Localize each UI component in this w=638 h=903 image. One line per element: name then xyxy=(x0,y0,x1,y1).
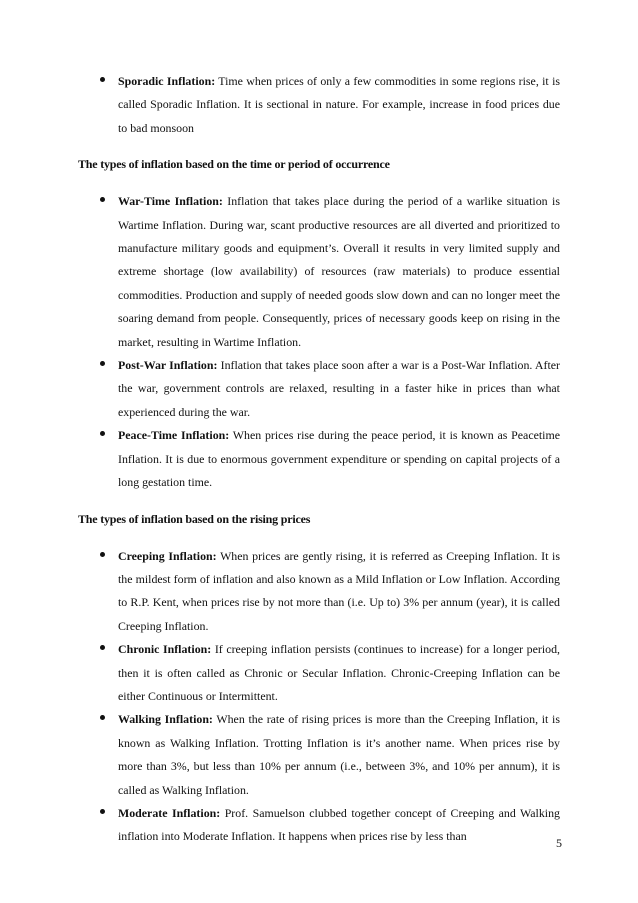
item-body: When prices rise during the peace period, it is known as Peacetime Inflation. It is due to enormous government expenditure or spending on capital projects of a long gestation time. xyxy=(118,428,561,490)
item-term: Sporadic Inflation: xyxy=(118,74,216,88)
item-body: Inflation that takes place soon after a war is a Post-War Inflation. After the war, government controls are relaxed, resulting in a faster hike in prices than what experienced during the war. xyxy=(118,358,560,419)
item-body: Inflation that takes place during the period of a warlike situation is Wartime Inflation. During war, scant productive resources are all diverted and prioritized to manufacture military goods and equipment’s. Overall it results in very limited supply and extreme shortage (low availability) of resources (raw materials) to produce essential commodities. Production and supply of needed goods slow down and can no longer meet the soaring demand from people. Consequently, prices of necessary goods keep on rising in the market, resulting in Wartime Inflation. xyxy=(118,194,560,349)
list-item-creeping-inflation xyxy=(78,545,560,639)
list-item-walking-inflation xyxy=(78,708,560,802)
bullet-icon xyxy=(100,715,105,720)
list-item-moderate-inflation xyxy=(78,802,560,849)
item-body: When prices are gently rising, it is referred as Creeping Inflation. It is the mildest form of inflation and also known as a Mild Inflation or Low Inflation. According to R.P. Kent, when prices rise by not more than (i.e. Up to) 3% per annum (year), it is called Creeping Inflation. xyxy=(118,548,560,633)
list-item-chronic-inflation xyxy=(78,638,560,708)
item-term: Post-War Inflation: xyxy=(118,358,218,373)
page-content xyxy=(78,70,560,849)
item-term: Walking Inflation: xyxy=(118,712,213,727)
list-item-war-time-inflation xyxy=(78,190,560,354)
bullet-icon xyxy=(100,197,105,202)
item-term: Moderate Inflation: xyxy=(118,805,221,820)
bullet-list-time-period xyxy=(78,190,560,494)
section-heading-time-period: The types of inflation based on the time or period of occurrence xyxy=(78,157,390,172)
item-term: Creeping Inflation: xyxy=(118,548,217,563)
list-item-peace-time-inflation xyxy=(78,424,560,494)
list-item-post-war-inflation xyxy=(78,354,560,424)
item-body: Time when prices of only a few commodities in some regions rise, it is called Sporadic Inflation. It is sectional in nature. For example, increase in food prices due to bad monsoon xyxy=(118,74,560,135)
bullet-icon xyxy=(100,77,105,82)
bullet-icon xyxy=(100,645,105,650)
bullet-list-sporadic xyxy=(78,70,560,140)
list-item-sporadic-inflation xyxy=(78,70,560,140)
item-term: Chronic Inflation: xyxy=(118,642,212,657)
item-body: If creeping inflation persists (continues to increase) for a longer period, then it is often called as Chronic or Secular Inflation. Chronic-Creeping Inflation can be either Continuous or Intermittent. xyxy=(118,642,560,703)
bullet-icon xyxy=(100,552,105,557)
item-body: Prof. Samuelson clubbed together concept of Creeping and Walking inflation into Moderate Inflation. It happens when prices rise by less than xyxy=(118,805,560,844)
item-term: War-Time Inflation: xyxy=(118,194,223,209)
item-term: Peace-Time Inflation: xyxy=(118,428,230,443)
bullet-icon xyxy=(100,431,105,436)
section-heading-rising-prices: The types of inflation based on the rising prices xyxy=(78,511,311,526)
bullet-icon xyxy=(100,809,105,814)
item-body: When the rate of rising prices is more than the Creeping Inflation, it is known as Walking Inflation. Trotting Inflation is it’s another name. When prices rise by more than 3%, but less than 10% per annum (i.e., between 3%, and 10% per annum), it is called as Walking Inflation. xyxy=(118,712,560,797)
bullet-icon xyxy=(100,361,105,366)
bullet-list-rising-prices xyxy=(78,545,560,849)
page-number: 5 xyxy=(556,836,562,850)
